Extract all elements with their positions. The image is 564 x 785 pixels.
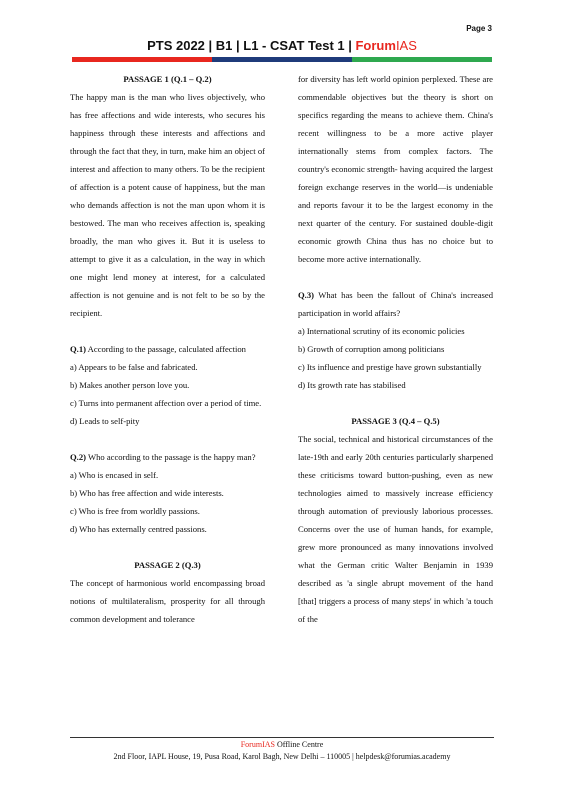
question-1-option-c: c) Turns into permanent affection over a period of time. (70, 398, 262, 408)
question-2-text: Who according to the passage is the happy man? (86, 452, 256, 462)
footer-brand-forum: Forum (240, 740, 263, 749)
page-number: Page 3 (466, 24, 492, 33)
color-bar-red (72, 57, 212, 62)
passage-1-text: The happy man is the man who lives objectively, who has free affections and wide interests, who secures his happiness through these interests and affections and through the fact that they, in turn, make him an object of interest and affection to many others. To be the recipient of affection is a potent cause of happiness, but the man who demands affection is not the man upon whom it is bestowed. The man who receives affection is, speaking broadly, the man who gives it. But it is useless to attempt to give it as a calculation, in the way in which one might lend money at interest, for a calculated affection is not genuine and is not felt to be so by the recipient. (70, 92, 265, 318)
passage-3-text: The social, technical and historical circumstances of the late-19th and early 20th centuries particularly sharpened these criticisms toward button-pushing, even as new technologies aimed to massively increase efficiency through automation of previously laborious processes. Concerns over the use of human hands, for example, grew more pronounced as many innovations involved what the German critic Walter Benjamin in 1939 described as 'a single abrupt movement of the hand [that] triggers a process of many steps' in which 'a touch of the (298, 434, 493, 624)
passage-2-text-left: The concept of harmonious world encompassing broad notions of multilateralism, prosperity for all through common development and tolerance (70, 578, 265, 624)
right-column (298, 70, 493, 628)
question-1 (70, 340, 265, 358)
question-3-label: Q.3) (298, 290, 314, 300)
brand-ias: IAS (395, 38, 417, 53)
question-2-label: Q.2) (70, 452, 86, 462)
left-column (70, 70, 265, 628)
color-bar-green (352, 57, 492, 62)
question-2-option-d: d) Who has externally centred passions. (70, 524, 207, 534)
question-1-text: According to the passage, calculated affection (86, 344, 246, 354)
footer-divider (70, 737, 494, 738)
brand-forum: Forum (355, 38, 396, 53)
question-2-option-c: c) Who is free from worldly passions. (70, 506, 200, 516)
color-bar-blue (212, 57, 352, 62)
page-title (0, 38, 564, 53)
passage-2-heading: PASSAGE 2 (Q.3) (134, 560, 201, 570)
question-3-option-b: b) Growth of corruption among politicians (298, 344, 445, 354)
footer-brand (0, 740, 564, 749)
question-2-option-b: b) Who has free affection and wide interests. (70, 488, 224, 498)
question-3-option-c: c) Its influence and prestige have grown substantially (298, 362, 482, 372)
question-1-option-d: d) Leads to self-pity (70, 416, 140, 426)
question-3-text: What has been the fallout of China's increased participation in world affairs? (298, 290, 493, 318)
footer-address: 2nd Floor, IAPL House, 19, Pusa Road, Karol Bagh, New Delhi – 110005 | helpdesk@forumias.academy (113, 752, 451, 761)
question-3 (298, 286, 493, 322)
footer-centre: Offline Centre (274, 740, 324, 749)
passage-3-heading: PASSAGE 3 (Q.4 – Q.5) (351, 416, 440, 426)
question-3-option-a: a) International scrutiny of its economic policies (298, 326, 465, 336)
passage-1-heading: PASSAGE 1 (Q.1 – Q.2) (123, 74, 212, 84)
question-1-option-a: a) Appears to be false and fabricated. (70, 362, 198, 372)
header-color-bar (72, 57, 492, 62)
footer-brand-ias: IAS (262, 740, 275, 749)
question-2 (70, 448, 265, 466)
question-1-option-b: b) Makes another person love you. (70, 380, 190, 390)
question-2-option-a: a) Who is encased in self. (70, 470, 159, 480)
question-1-label: Q.1) (70, 344, 86, 354)
passage-2-text-right: for diversity has left world opinion perplexed. These are commendable objectives but the theory is short on specifics regarding the means to achieve them. China's recent willingness to be a more active player internationally stems from complex factors. The country's economic strength- having acquired the largest foreign exchange reserves in the world—is undeniable and reports favour it to be the largest economy in the next quarter of the century. For sustained double-digit economic growth China thus has no choice but to become more active internationally. (298, 74, 493, 264)
title-prefix: PTS 2022 | B1 | L1 - CSAT Test 1 | (147, 38, 356, 53)
question-3-option-d: d) Its growth rate has stabilised (298, 380, 406, 390)
